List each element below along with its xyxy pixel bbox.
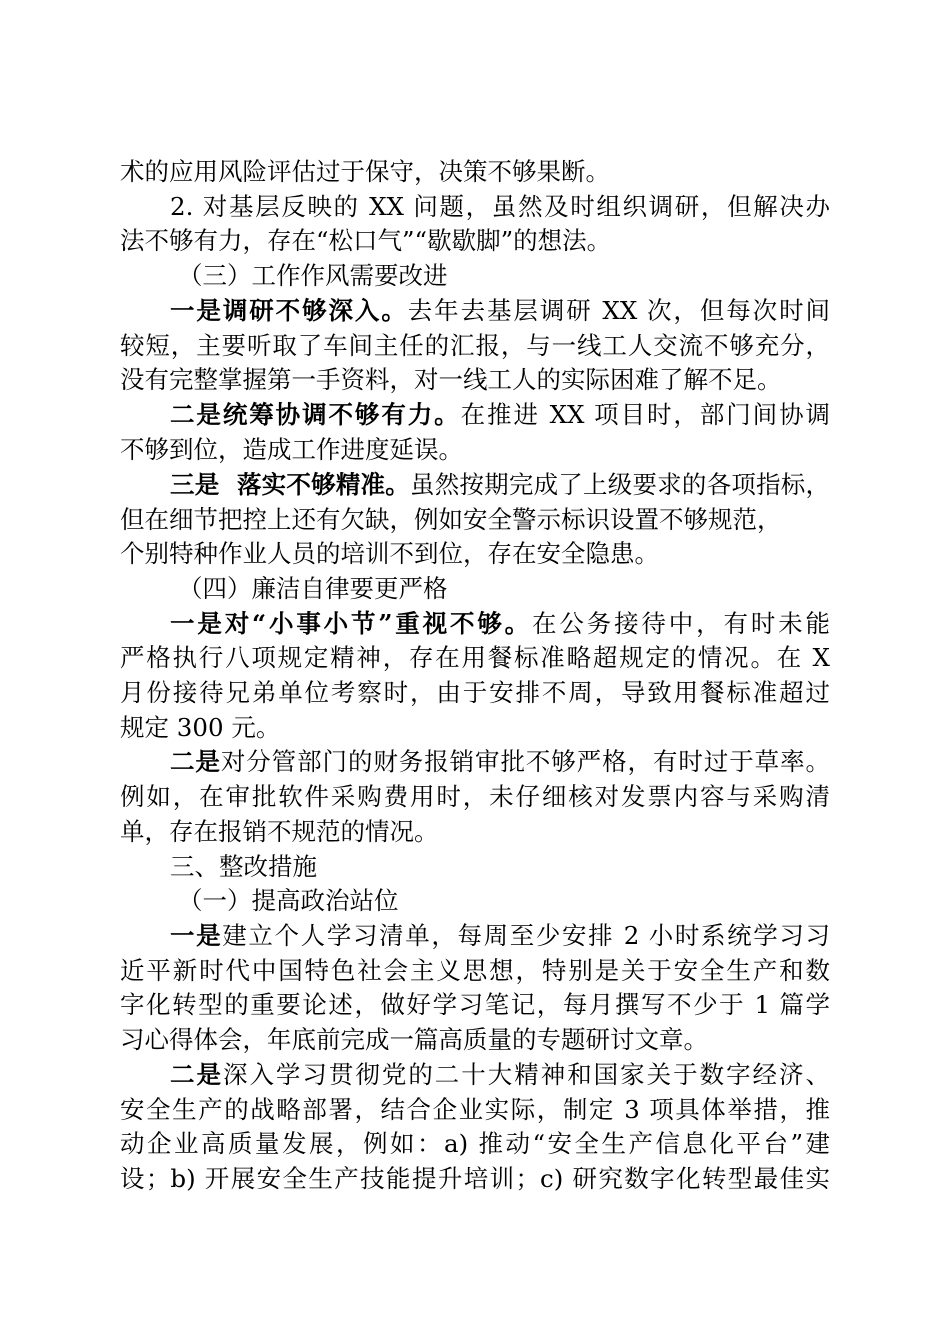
chapter-heading: 三、整改措施 [170, 852, 317, 881]
text-line: 近平新时代中国特色社会主义思想，特别是关于安全生产和数 [120, 956, 830, 985]
text-line: 二是统筹协调不够有力。在推进 XX 项目时，部门间协调 [170, 400, 831, 429]
text-line: 法不够有力，存在“松口气”“歇歇脚”的想法。 [120, 226, 612, 255]
text-line: 术的应用风险评估过于保守，决策不够果断。 [120, 157, 610, 186]
text-line: 较短，主要听取了车间主任的汇报，与一线工人交流不够充分， [120, 331, 830, 360]
text-line: 规定 300 元。 [120, 713, 281, 742]
text-line: 二是深入学习贯彻党的二十大精神和国家关于数字经济、 [170, 1060, 831, 1089]
text-line: 安全生产的战略部署，结合企业实际，制定 3 项具体举措，推 [120, 1095, 830, 1124]
text-line: 一是调研不够深入。去年去基层调研 XX 次，但每次时间 [170, 296, 830, 325]
text-line: 不够到位，造成工作进度延误。 [120, 435, 463, 464]
text-line: 2. 对基层反映的 XX 问题，虽然及时组织调研，但解决办 [170, 192, 830, 221]
text-line: 字化转型的重要论述，做好学习笔记，每月撰写不少于 1 篇学 [120, 990, 830, 1019]
text-line: 一是建立个人学习清单，每周至少安排 2 小时系统学习习 [170, 921, 831, 950]
text-line: 但在细节把控上还有欠缺，例如安全警示标识设置不够规范， [120, 505, 782, 534]
text-line: 严格执行八项规定精神，存在用餐标准略超规定的情况。在 X [120, 643, 830, 672]
text-line: 单，存在报销不规范的情况。 [120, 817, 439, 846]
text-line: 动企业高质量发展，例如：a) 推动“安全生产信息化平台”建 [120, 1129, 830, 1158]
text-line: 个别特种作业人员的培训不到位，存在安全隐患。 [120, 539, 659, 568]
section-heading: （一）提高政治站位 [178, 886, 399, 915]
text-line: 没有完整掌握第一手资料，对一线工人的实际困难了解不足。 [120, 365, 782, 394]
text-line: 月份接待兄弟单位考察时，由于安排不周，导致用餐标准超过 [120, 678, 830, 707]
text-line: 例如，在审批软件采购费用时，未仔细核对发票内容与采购清 [120, 782, 830, 811]
text-line: 二是对分管部门的财务报销审批不够严格，有时过于草率。 [170, 747, 831, 776]
text-line: 习心得体会，年底前完成一篇高质量的专题研讨文章。 [120, 1025, 708, 1054]
section-heading: （四）廉洁自律要更严格 [178, 574, 448, 603]
text-line: 设；b) 开展安全生产技能提升培训；c) 研究数字化转型最佳实 [120, 1164, 830, 1193]
section-heading: （三）工作作风需要改进 [178, 261, 448, 290]
text-line: 一是对“小事小节”重视不够。在公务接待中，有时未能 [170, 609, 831, 638]
text-line: 三是 落实不够精准。虽然按期完成了上级要求的各项指标， [170, 470, 831, 499]
